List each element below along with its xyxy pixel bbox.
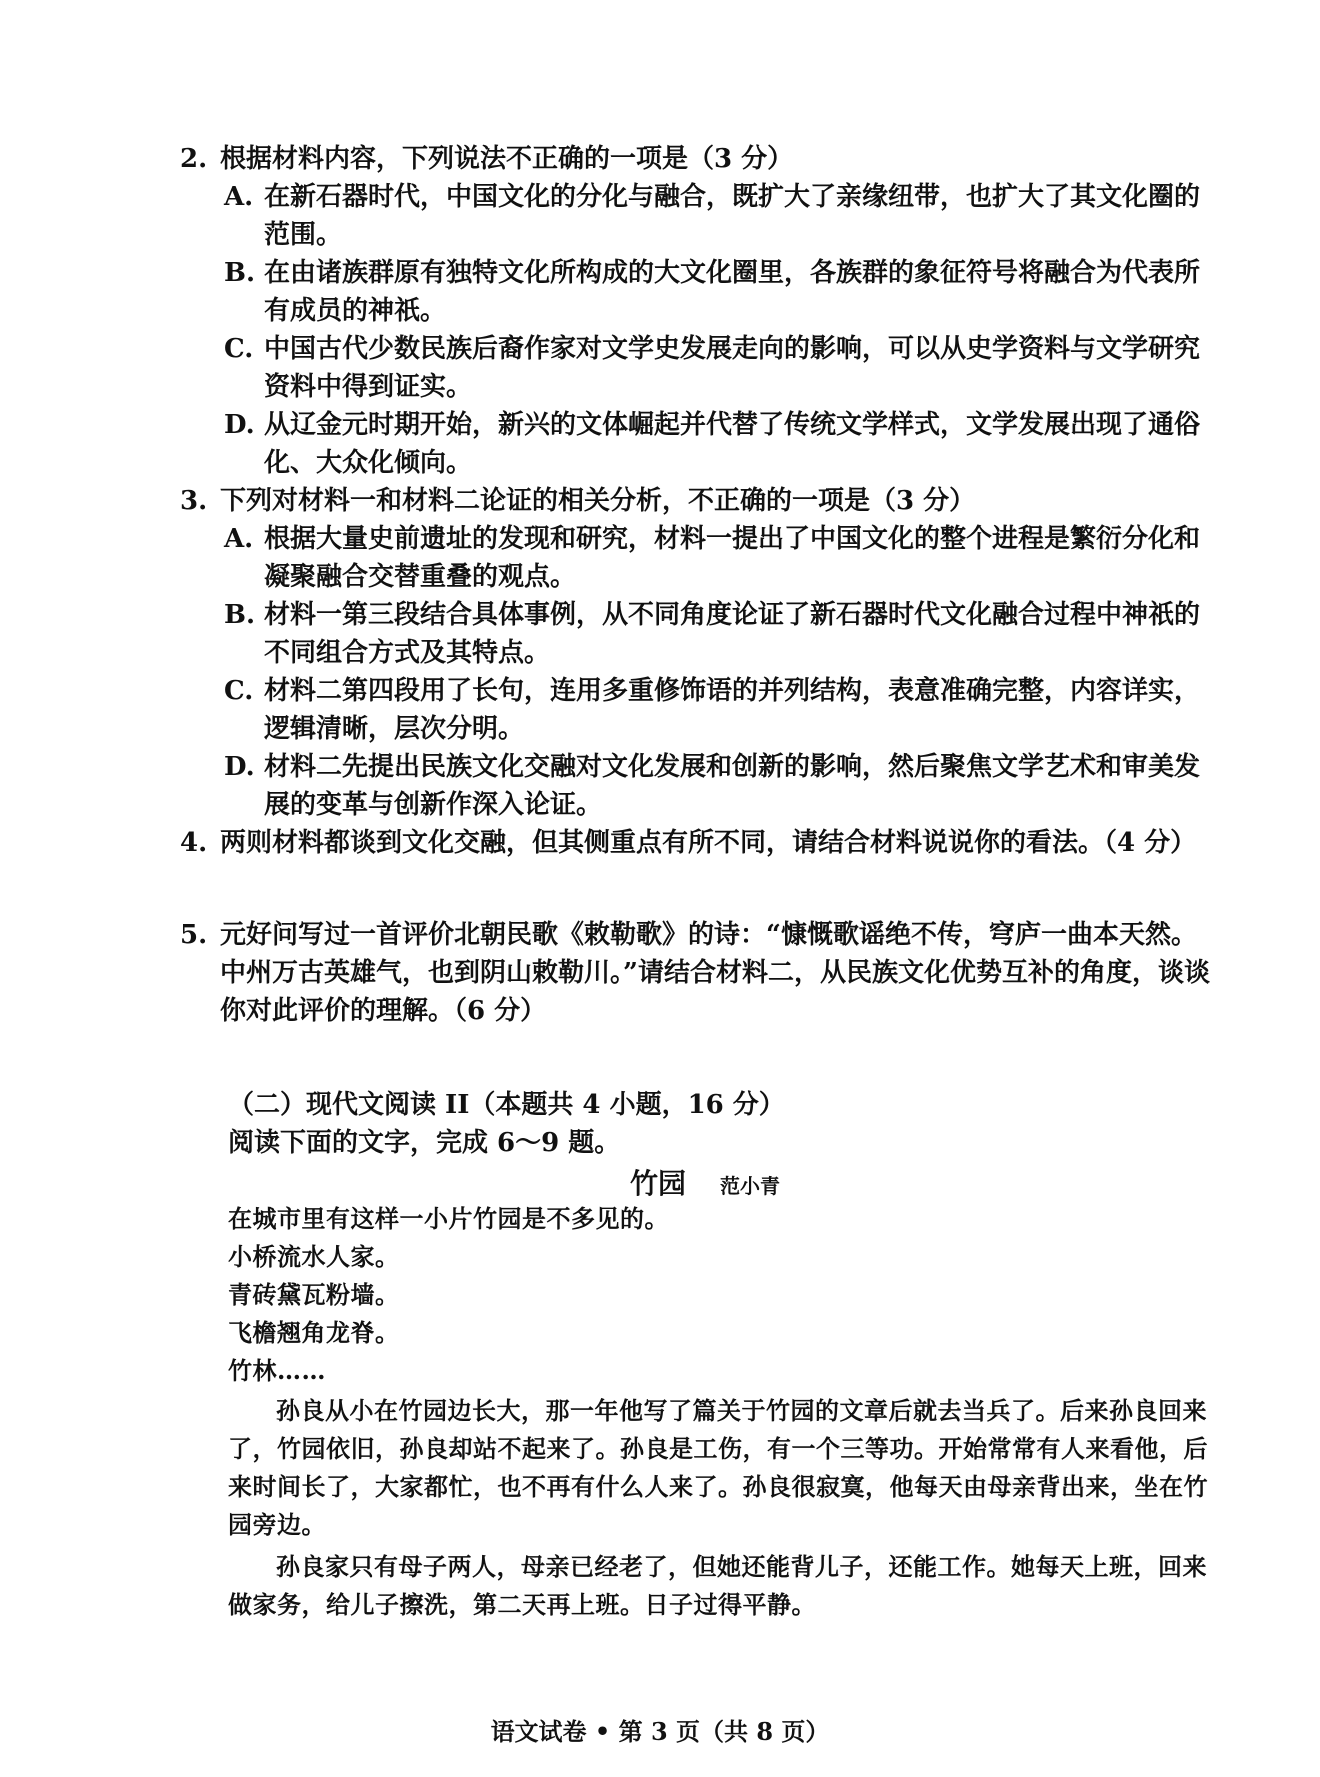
- question-3-option-c: [224, 672, 1214, 748]
- question-3-stem: [180, 482, 1220, 520]
- section-heading: （二）现代文阅读 II（本题共 4 小题，16 分）: [228, 1090, 785, 1120]
- option-text: 在新石器时代，中国文化的分化与融合，既扩大了亲缘纽带，也扩大了其文化圈的范围。: [264, 182, 1201, 250]
- option-letter: D.: [224, 410, 255, 440]
- option-letter: C.: [224, 676, 254, 706]
- story-line: 在城市里有这样一小片竹园是不多见的。: [228, 1204, 669, 1233]
- story-line: 竹林……: [228, 1356, 326, 1385]
- option-letter: B.: [224, 600, 256, 630]
- question-2-option-a: [224, 178, 1214, 254]
- question-3-number: 3.: [180, 486, 208, 516]
- option-text: 在由诸族群原有独特文化所构成的大文化圈里，各族群的象征符号将融合为代表所有成员的神祇。: [264, 258, 1201, 326]
- option-text: 从辽金元时期开始，新兴的文体崛起并代替了传统文学样式，文学发展出现了通俗化、大众化倾向。: [264, 410, 1201, 478]
- option-letter: B.: [224, 258, 256, 288]
- question-4-stem: [180, 824, 1220, 862]
- question-2-text: 根据材料内容，下列说法不正确的一项是（3 分）: [220, 144, 794, 174]
- story-author: 范小青: [720, 1174, 780, 1198]
- option-letter: A.: [224, 182, 254, 212]
- question-2-number: 2.: [180, 144, 208, 174]
- story-line: 飞檐翘角龙脊。: [228, 1318, 400, 1347]
- story-paragraph: 孙良从小在竹园边长大，那一年他写了篇关于竹园的文章后就去当兵了。后来孙良回来了，竹园依旧，孙良却站不起来了。孙良是工伤，有一个三等功。开始常常有人来看他，后来时间长了，大家都忙，也不再有什么人来了。孙良很寂寞，他每天由母亲背出来，坐在竹园旁边。: [228, 1396, 1208, 1539]
- option-text: 材料二先提出民族文化交融对文化发展和创新的影响，然后聚焦文学艺术和审美发展的变革与创新作深入论证。: [264, 752, 1201, 820]
- option-letter: D.: [224, 752, 255, 782]
- question-5-stem: [180, 916, 1220, 1030]
- option-text: 中国古代少数民族后裔作家对文学史发展走向的影响，可以从史学资料与文学研究资料中得到证实。: [264, 334, 1201, 402]
- question-2-option-d: [224, 406, 1214, 482]
- section-instruction: 阅读下面的文字，完成 6～9 题。: [228, 1128, 621, 1158]
- question-3-text: 下列对材料一和材料二论证的相关分析，不正确的一项是（3 分）: [220, 486, 976, 516]
- question-2-option-c: [224, 330, 1214, 406]
- option-text: 材料二第四段用了长句，连用多重修饰语的并列结构，表意准确完整，内容详实，逻辑清晰，层次分明。: [264, 676, 1201, 744]
- question-3-option-b: [224, 596, 1214, 672]
- question-5-text: 元好问写过一首评价北朝民歌《敕勒歌》的诗：“慷慨歌谣绝不传，穹庐一曲本天然。中州万古英雄气，也到阴山敕勒川。”请结合材料二，从民族文化优势互补的角度，谈谈你对此评价的理解。（6 分）: [220, 920, 1210, 1026]
- question-3-option-d: [224, 748, 1214, 824]
- option-text: 根据大量史前遗址的发现和研究，材料一提出了中国文化的整个进程是繁衍分化和凝聚融合交替重叠的观点。: [264, 524, 1201, 592]
- option-letter: C.: [224, 334, 254, 364]
- question-4-text: 两则材料都谈到文化交融，但其侧重点有所不同，请结合材料说说你的看法。（4 分）: [220, 828, 1197, 858]
- question-3-option-a: [224, 520, 1214, 596]
- question-2-option-b: [224, 254, 1214, 330]
- question-2-stem: [180, 140, 1220, 178]
- question-5-number: 5.: [180, 920, 208, 950]
- story-title: 竹园: [630, 1167, 687, 1200]
- story-line: 小桥流水人家。: [228, 1242, 400, 1271]
- page-footer: 语文试卷 • 第 3 页（共 8 页）: [490, 1717, 830, 1746]
- option-text: 材料一第三段结合具体事例，从不同角度论证了新石器时代文化融合过程中神祇的不同组合方式及其特点。: [264, 600, 1201, 668]
- story-line: 青砖黛瓦粉墙。: [228, 1280, 400, 1309]
- option-letter: A.: [224, 524, 254, 554]
- story-paragraph: 孙良家只有母子两人，母亲已经老了，但她还能背儿子，还能工作。她每天上班，回来做家务，给儿子擦洗，第二天再上班。日子过得平静。: [228, 1552, 1207, 1619]
- question-4-number: 4.: [180, 828, 208, 858]
